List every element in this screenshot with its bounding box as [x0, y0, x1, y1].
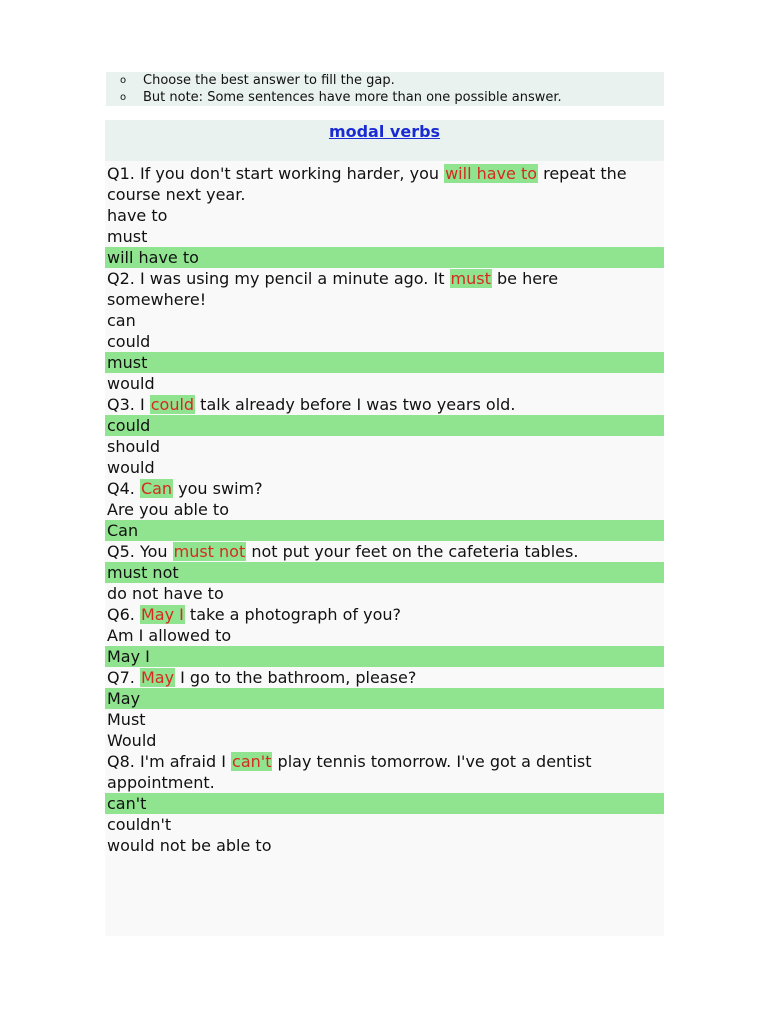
question-text: not put your feet on the cafeteria tables.	[246, 542, 579, 561]
instruction-text: But note: Some sentences have more than one possible answer.	[143, 90, 562, 105]
option-correct[interactable]: May	[105, 688, 664, 709]
question-text: Q5. You	[107, 542, 173, 561]
filled-answer: May	[140, 668, 175, 687]
option[interactable]: must	[107, 227, 148, 246]
question-text: be here	[491, 269, 559, 288]
option[interactable]: Am I allowed to	[107, 626, 232, 645]
question-text: I go to the bathroom, please?	[175, 668, 417, 687]
option[interactable]: Are you able to	[107, 500, 229, 519]
instruction-item	[106, 72, 664, 89]
question-text: Q7.	[107, 668, 140, 687]
question-line	[105, 541, 664, 562]
option-correct[interactable]: could	[105, 415, 664, 436]
option[interactable]: could	[107, 332, 151, 351]
instructions-box	[106, 72, 664, 106]
option-correct[interactable]: must not	[105, 562, 664, 583]
option[interactable]: couldn't	[107, 815, 172, 834]
question-line-continued: somewhere!	[107, 290, 207, 309]
instruction-text: Choose the best answer to fill the gap.	[143, 73, 395, 88]
question-text: Q8. I'm afraid I	[107, 752, 232, 771]
question-text: Q6.	[107, 605, 140, 624]
filled-answer: can't	[232, 752, 272, 771]
option[interactable]: have to	[107, 206, 168, 225]
question-line-continued: appointment.	[107, 773, 215, 792]
question-text: play tennis tomorrow. I've got a dentist	[272, 752, 592, 771]
question-line	[105, 163, 664, 184]
option[interactable]: Must	[107, 710, 146, 729]
option[interactable]: would	[107, 374, 155, 393]
question-line-continued: course next year.	[107, 185, 246, 204]
filled-answer: May I	[140, 605, 184, 624]
filled-answer: must	[450, 269, 491, 288]
question-text: Q2. I was using my pencil a minute ago. It	[107, 269, 450, 288]
question-line	[105, 667, 664, 688]
question-text: Q4.	[107, 479, 140, 498]
question-text: you swim?	[173, 479, 263, 498]
option-correct[interactable]: Can	[105, 520, 664, 541]
option-correct[interactable]: must	[105, 352, 664, 373]
option[interactable]: would not be able to	[107, 836, 272, 855]
question-text: talk already before I was two years old.	[195, 395, 516, 414]
option[interactable]: should	[107, 437, 161, 456]
bullet-icon: o	[120, 92, 127, 103]
filled-answer: Can	[140, 479, 173, 498]
filled-answer: will have to	[445, 164, 538, 183]
question-line	[105, 478, 664, 499]
option-correct[interactable]: can't	[105, 793, 664, 814]
header-band	[105, 120, 664, 161]
option[interactable]: can	[107, 311, 136, 330]
question-text: Q3. I	[107, 395, 150, 414]
question-line	[105, 268, 664, 289]
filled-answer: could	[150, 395, 195, 414]
question-line	[105, 604, 664, 625]
option-correct[interactable]: May I	[105, 646, 664, 667]
option[interactable]: do not have to	[107, 584, 224, 603]
question-line	[105, 394, 664, 415]
question-text: take a photograph of you?	[184, 605, 401, 624]
quiz-sheet	[105, 120, 664, 936]
question-line	[105, 751, 664, 772]
bullet-icon: o	[120, 75, 127, 86]
page-title[interactable]: modal verbs	[328, 122, 441, 141]
question-text: Q1. If you don't start working harder, you	[107, 164, 445, 183]
question-text: repeat the	[538, 164, 627, 183]
instruction-item	[106, 89, 664, 106]
filled-answer: must not	[173, 542, 246, 561]
option[interactable]: would	[107, 458, 155, 477]
option[interactable]: Would	[107, 731, 157, 750]
option-correct[interactable]: will have to	[105, 247, 664, 268]
